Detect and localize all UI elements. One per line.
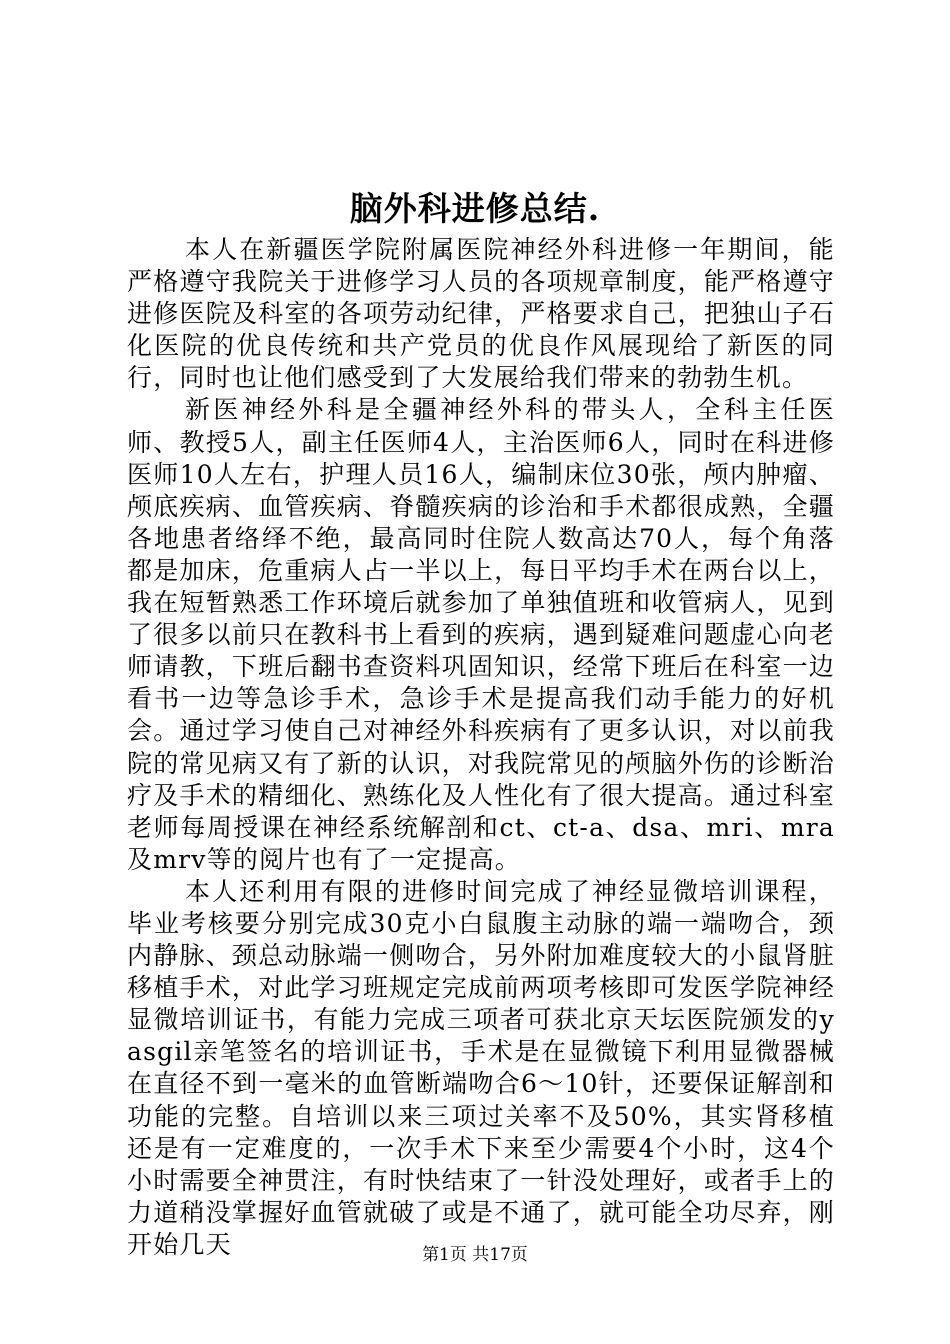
paragraph-3: 本人还利用有限的进修时间完成了神经显微培训课程，毕业考核要分别完成30克小白鼠腹主动脉的端一端吻合，颈内静脉、颈总动脉端一侧吻合，另外附加难度较大的小鼠肾脏移植手术，对此学习班规定完成前两项考核即可发医学院神经显微培训证书，有能力完成三项者可获北京天坛医院颁发的yasgil亲笔签名的培训证书，手术是在显微镜下利用显微器械在直径不到一毫米的血管断端吻合6～10针，还要保证解剖和功能的完整。自培训以来三项过关率不及50%，其实肾移植还是有一定难度的，一次手术下来至少需要4个小时，这4个小时需要全神贯注，有时快结束了一针没处理好，或者手上的力道稍没掌握好血管就破了或是不通了，就可能全功尽弃，刚开始几天 [127,876,835,1259]
paragraph-1: 本人在新疆医学院附属医院神经外科进修一年期间，能严格遵守我院关于进修学习人员的各项规章制度，能严格遵守进修医院及科室的各项劳动纪律，严格要求自己，把独山子石化医院的优良传统和共产党员的优良作风展现给了新医的同行，同时也让他们感受到了大发展给我们带来的勃勃生机。 [127,235,835,393]
document-body [127,234,835,1261]
page-number-footer: 第1页 共17页 [422,1245,528,1265]
document-title: 脑外科进修总结. [349,189,601,228]
paragraph-2: 新医神经外科是全疆神经外科的带头人，全科主任医师、教授5人，副主任医师4人，主治医师6人，同时在科进修医师10人左右，护理人员16人，编制床位30张，颅内肿瘤、颅底疾病、血管疾病、脊髓疾病的诊治和手术都很成熟，全疆各地患者络绎不绝，最高同时住院人数高达70人，每个角落都是加床，危重病人占一半以上，每日平均手术在两台以上，我在短暂熟悉工作环境后就参加了单独值班和收管病人，见到了很多以前只在教科书上看到的疾病，遇到疑难问题虚心向老师请教，下班后翻书查资料巩固知识，经常下班后在科室一边看书一边等急诊手术，急诊手术是提高我们动手能力的好机会。通过学习使自己对神经外科疾病有了更多认识，对以前我院的常见病又有了新的认识，对我院常见的颅脑外伤的诊断治疗及手术的精细化、熟练化及人性化有了很大提高。通过科室老师每周授课在神经系统解剖和ct、ct-a、dsa、mri、mra及mrv等的阅片也有了一定提高。 [127,395,835,874]
